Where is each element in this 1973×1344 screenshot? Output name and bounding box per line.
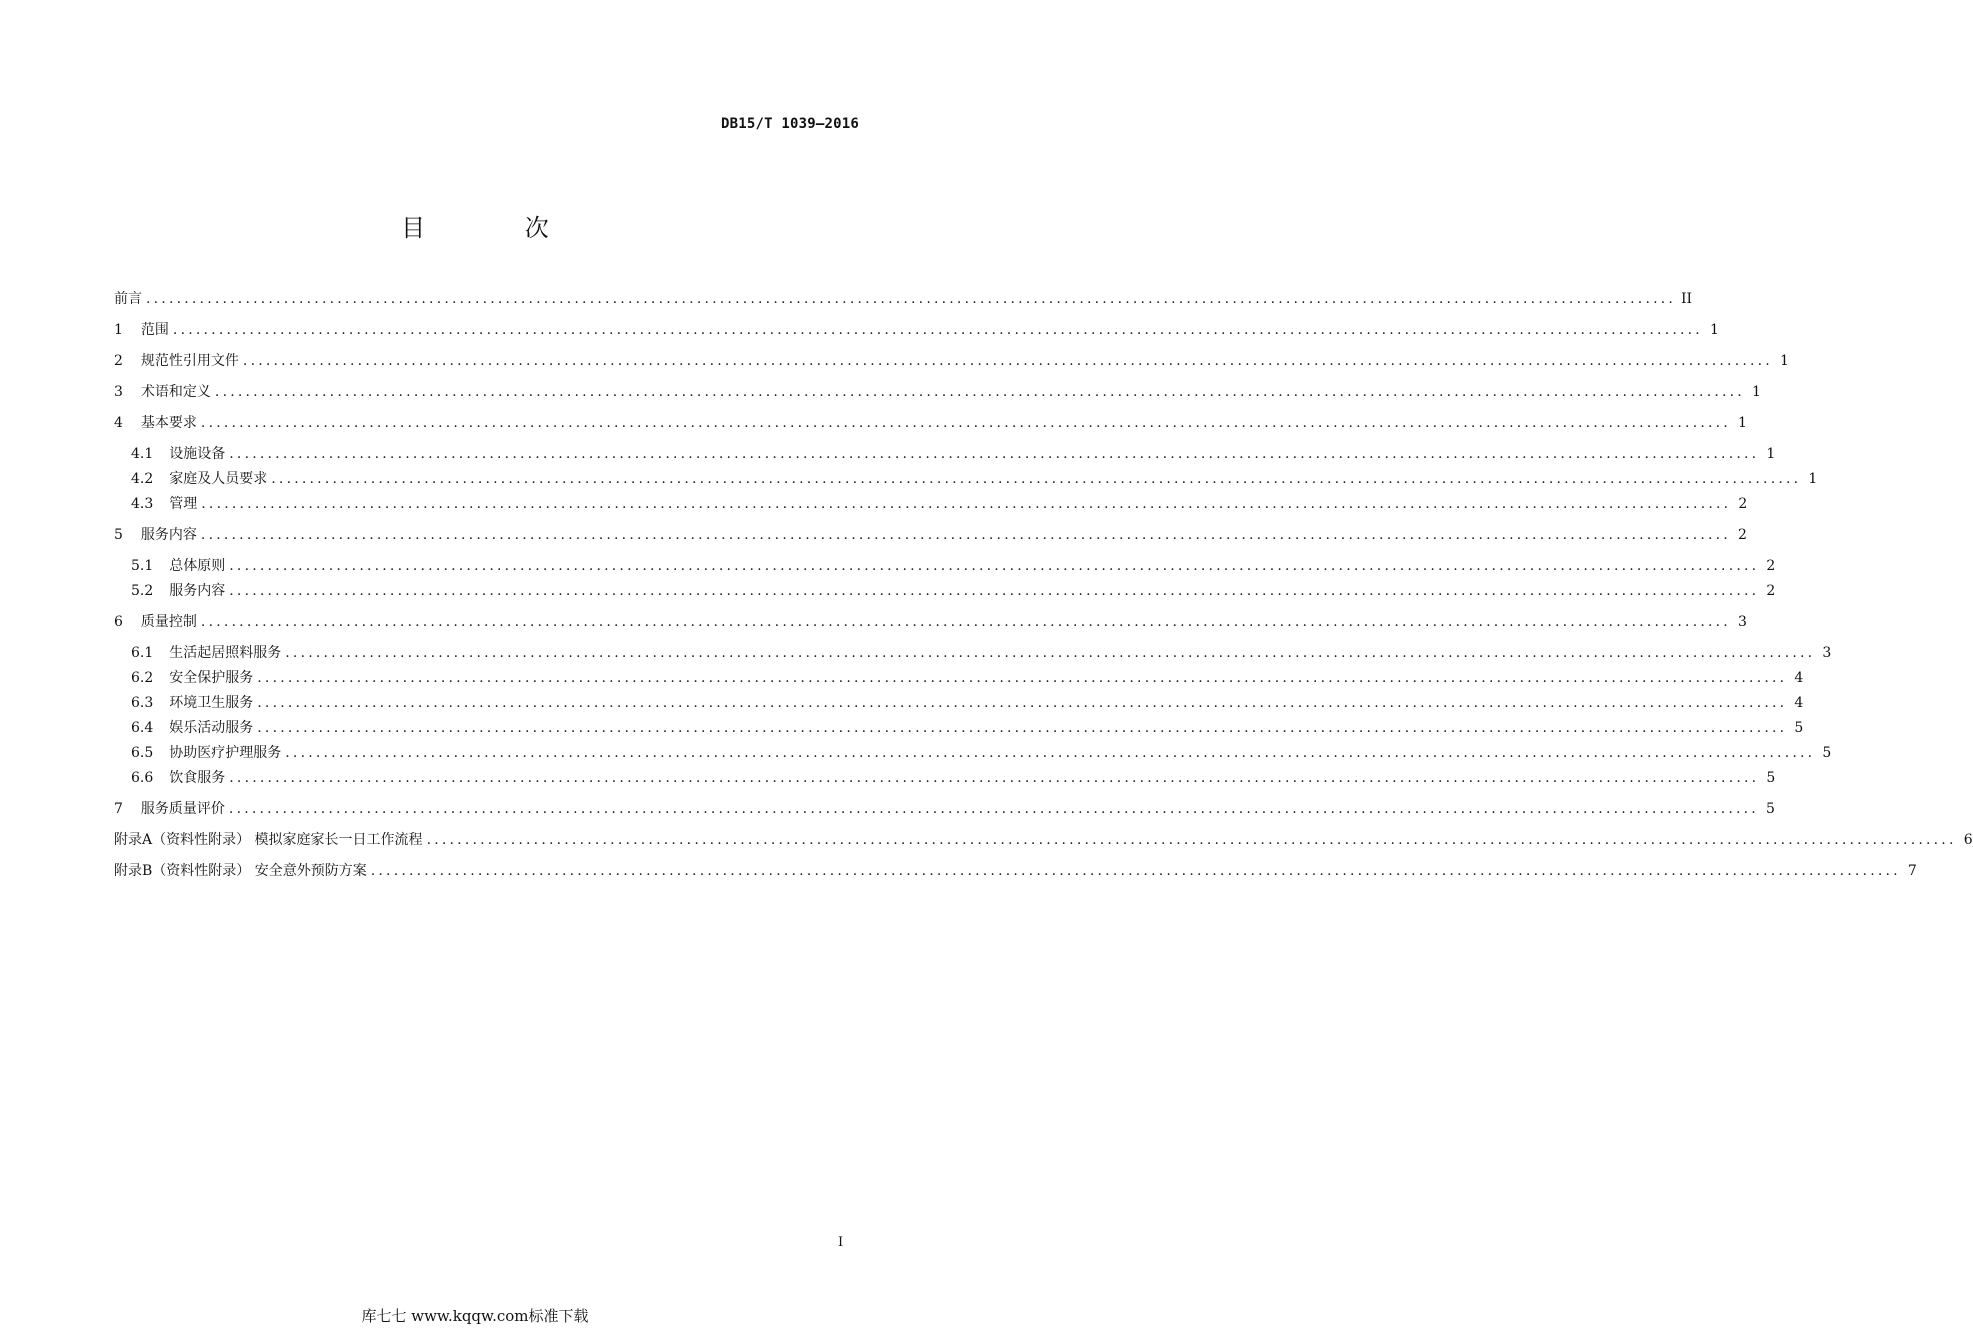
toc-entry-page: 1 (1738, 415, 1747, 431)
toc-entry-page: 5 (1794, 720, 1804, 736)
toc-entry-label: 家庭及人员要求 (169, 471, 268, 487)
toc-entry[interactable] (114, 289, 1693, 309)
toc-leader-dots: ........................................................................................................................................................................................................ (146, 291, 1677, 307)
toc-leader-dots: ........................................................................................................................................................................................................ (242, 353, 1773, 369)
toc-entry-number: 4 (114, 415, 123, 431)
toc-entry-page: 1 (1780, 353, 1789, 369)
toc-leader-dots: ........................................................................................................................................................................................................ (229, 558, 1760, 574)
toc-entry[interactable] (131, 768, 1776, 788)
toc-entry[interactable] (114, 413, 1747, 433)
toc-leader-dots: ........................................................................................................................................................................................................ (257, 670, 1788, 686)
toc-entry-label: 服务内容 (140, 527, 197, 543)
toc-entry[interactable] (114, 861, 1917, 881)
page-title: 目 次 (401, 214, 595, 242)
toc-entry[interactable] (114, 830, 1973, 850)
toc-entry-number: 6.2 (131, 670, 154, 686)
toc-entry-number: 7 (114, 801, 123, 817)
toc-leader-dots: ........................................................................................................................................................................................................ (370, 863, 1901, 879)
toc-entry[interactable] (131, 469, 1818, 489)
toc-entry[interactable] (114, 351, 1789, 371)
toc-entry-label: 服务内容 (169, 583, 226, 599)
toc-leader-dots: ........................................................................................................................................................................................................ (172, 322, 1703, 338)
toc-entry-number: 2 (114, 353, 123, 369)
toc-entry-number: 6 (114, 614, 123, 630)
toc-entry-label: 饮食服务 (169, 770, 226, 786)
toc-entry[interactable] (114, 612, 1747, 632)
toc-entry-label: 附录B（资料性附录） 安全意外预防方案 (114, 863, 367, 879)
toc-entry-label: 娱乐活动服务 (169, 720, 254, 736)
toc-entry-page: 2 (1766, 583, 1776, 599)
standard-code: DB15/T 1039—2016 (720, 116, 859, 132)
toc-leader-dots: ........................................................................................................................................................................................................ (229, 583, 1760, 599)
toc-entry-page: 1 (1808, 471, 1818, 487)
toc-entry-number: 6.6 (131, 770, 154, 786)
toc-entry-page: 4 (1794, 695, 1804, 711)
toc-entry-number: 5 (114, 527, 123, 543)
toc-entry-label: 质量控制 (140, 614, 197, 630)
toc-entry-number: 4.1 (131, 446, 154, 462)
toc-entry-label: 前言 (114, 291, 142, 307)
toc-leader-dots: ........................................................................................................................................................................................................ (200, 614, 1731, 630)
toc-entry-page: 1 (1752, 384, 1761, 400)
toc-entry[interactable] (131, 718, 1804, 738)
toc-entry-label: 安全保护服务 (169, 670, 254, 686)
footer-watermark: 库七七 www.kqqw.com标准下载 (361, 1307, 589, 1325)
toc-entry-number: 5.1 (131, 558, 154, 574)
toc-leader-dots: ........................................................................................................................................................................................................ (229, 446, 1760, 462)
toc-entry-label: 附录A（资料性附录） 模拟家庭家长一日工作流程 (114, 832, 423, 848)
toc-entry-page: 2 (1738, 527, 1747, 543)
toc-leader-dots: ........................................................................................................................................................................................................ (200, 527, 1731, 543)
page-number: I (838, 1235, 844, 1250)
toc-entry-page: 1 (1710, 322, 1719, 338)
toc-entry-page: 3 (1738, 614, 1747, 630)
toc-entry-label: 规范性引用文件 (140, 353, 239, 369)
toc-entry-page: 6 (1963, 832, 1973, 848)
toc-entry-number: 6.4 (131, 720, 154, 736)
toc-entry-number: 6.5 (131, 745, 154, 761)
toc-entry[interactable] (131, 693, 1804, 713)
toc-entry-number: 1 (114, 322, 123, 338)
toc-entry-page: 7 (1907, 863, 1917, 879)
toc-entry-page: 3 (1822, 645, 1832, 661)
toc-entry-page: 2 (1738, 496, 1748, 512)
toc-entry-number: 5.2 (131, 583, 154, 599)
toc-entry-number: 4.3 (131, 496, 154, 512)
toc-entry[interactable] (131, 494, 1748, 514)
toc-entry[interactable] (131, 444, 1776, 464)
toc-entry[interactable] (131, 743, 1832, 763)
toc-entry-page: 5 (1822, 745, 1832, 761)
toc-entry-label: 生活起居照料服务 (169, 645, 282, 661)
toc-leader-dots: ........................................................................................................................................................................................................ (285, 745, 1816, 761)
toc-entry-label: 术语和定义 (140, 384, 211, 400)
toc-entry-label: 协助医疗护理服务 (169, 745, 282, 761)
toc-entry[interactable] (114, 382, 1761, 402)
toc-entry-label: 基本要求 (140, 415, 197, 431)
toc-entry[interactable] (131, 581, 1776, 601)
toc-entry-number: 6.1 (131, 645, 154, 661)
toc-leader-dots: ........................................................................................................................................................................................................ (257, 695, 1788, 711)
toc-entry[interactable] (131, 668, 1804, 688)
toc-leader-dots: ........................................................................................................................................................................................................ (426, 832, 1957, 848)
toc-entry-number: 4.2 (131, 471, 154, 487)
toc-leader-dots: ........................................................................................................................................................................................................ (200, 415, 1731, 431)
toc-entry-label: 管理 (169, 496, 198, 512)
toc-entry-page: 2 (1766, 558, 1776, 574)
toc-entry-page: 5 (1766, 770, 1776, 786)
toc-entry[interactable] (114, 525, 1747, 545)
toc-entry[interactable] (114, 799, 1775, 819)
toc-entry-label: 总体原则 (169, 558, 226, 574)
toc-entry[interactable] (131, 556, 1776, 576)
toc-leader-dots: ........................................................................................................................................................................................................ (257, 720, 1788, 736)
toc-entry-page: 5 (1766, 801, 1775, 817)
toc-entry-page: 1 (1766, 446, 1776, 462)
toc-entry-label: 环境卫生服务 (169, 695, 254, 711)
toc-leader-dots: ........................................................................................................................................................................................................ (229, 770, 1760, 786)
toc-leader-dots: ........................................................................................................................................................................................................ (285, 645, 1816, 661)
toc-entry-number: 6.3 (131, 695, 154, 711)
toc-entry[interactable] (131, 643, 1832, 663)
toc-leader-dots: ........................................................................................................................................................................................................ (271, 471, 1802, 487)
toc-leader-dots: ........................................................................................................................................................................................................ (201, 496, 1732, 512)
toc-leader-dots: ........................................................................................................................................................................................................ (214, 384, 1745, 400)
toc-leader-dots: ........................................................................................................................................................................................................ (228, 801, 1759, 817)
toc-entry-label: 范围 (140, 322, 169, 338)
toc-entry[interactable] (114, 320, 1719, 340)
toc-entry-label: 服务质量评价 (140, 801, 225, 817)
toc-entry-page: 4 (1794, 670, 1804, 686)
toc-entry-label: 设施设备 (169, 446, 226, 462)
toc-entry-page: II (1680, 291, 1693, 307)
toc-entry-number: 3 (114, 384, 123, 400)
